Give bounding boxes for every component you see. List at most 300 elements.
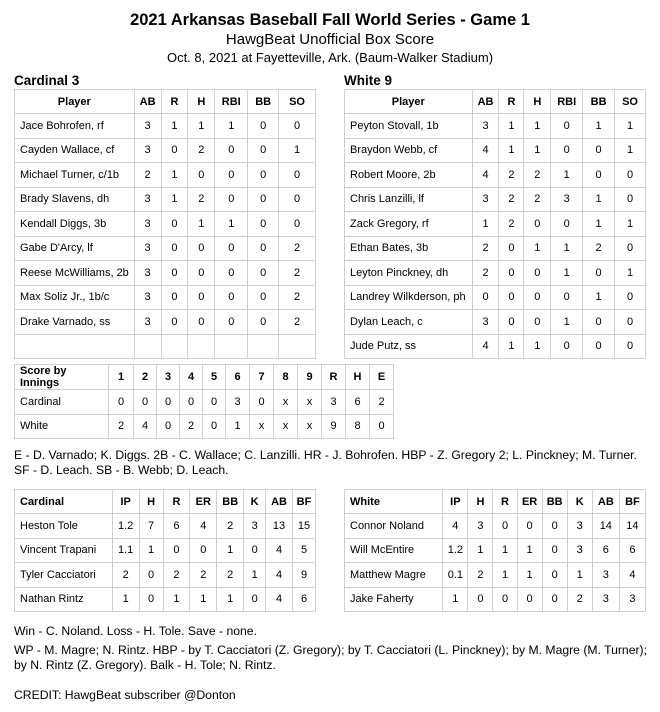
- stat-cell: 2: [472, 236, 499, 261]
- stat-cell: 1: [615, 114, 646, 139]
- stat-cell: 2: [109, 414, 134, 439]
- stat-cell: 13: [266, 514, 293, 539]
- stat-cell: 4: [472, 163, 499, 188]
- stat-cell: 0: [203, 390, 226, 415]
- stat-cell: 1: [551, 236, 583, 261]
- stat-cell: 3: [322, 390, 346, 415]
- row-label: Chris Lanzilli, lf: [345, 187, 473, 212]
- row-label: Leyton Pinckney, dh: [345, 261, 473, 286]
- stat-cell: 4: [443, 514, 468, 539]
- column-header: K: [567, 490, 592, 514]
- table-row: [15, 236, 316, 261]
- stat-cell: 1: [226, 414, 250, 439]
- column-header: BB: [217, 490, 244, 514]
- row-label: Will McEntire: [345, 538, 443, 563]
- column-header: SO: [615, 90, 646, 114]
- stat-cell: 0: [215, 310, 248, 335]
- column-header: RBI: [215, 90, 248, 114]
- stat-cell: 0: [215, 163, 248, 188]
- stat-cell: 0: [248, 236, 279, 261]
- stat-cell: 0: [248, 261, 279, 286]
- stat-cell: 0: [109, 390, 134, 415]
- column-header: 6: [226, 365, 250, 390]
- stat-cell: 0: [615, 236, 646, 261]
- stat-cell: 0: [468, 587, 493, 612]
- stat-cell: 1: [215, 114, 248, 139]
- column-header: Score by Innings: [15, 365, 109, 390]
- row-label: White: [15, 414, 109, 439]
- stat-cell: 9: [322, 414, 346, 439]
- table-row: [15, 587, 316, 612]
- stat-cell: x: [274, 390, 298, 415]
- column-header: BF: [293, 490, 316, 514]
- game-notes-line-1: E - D. Varnado; K. Diggs. 2B - C. Wallace; C. Lanzilli. HR - J. Bohrofen. HBP - Z. Gregory 2; L. Pinckney; M. Turner.: [14, 448, 637, 462]
- stat-cell: 0: [524, 285, 551, 310]
- stat-cell: [188, 334, 215, 359]
- credit-line: CREDIT: HawgBeat subscriber @Donton: [14, 688, 236, 702]
- stat-cell: 4: [472, 138, 499, 163]
- stat-cell: 0: [215, 236, 248, 261]
- stat-cell: 1: [583, 187, 615, 212]
- stat-cell: 6: [163, 514, 190, 539]
- row-label: Zack Gregory, rf: [345, 212, 473, 237]
- stat-cell: 0: [583, 138, 615, 163]
- stat-cell: 3: [134, 261, 161, 286]
- stat-cell: 1: [493, 563, 517, 588]
- stat-cell: 4: [190, 514, 217, 539]
- column-header: H: [468, 490, 493, 514]
- row-label: Michael Turner, c/1b: [15, 163, 135, 188]
- stat-cell: 2: [180, 414, 203, 439]
- stat-cell: 3: [134, 212, 161, 237]
- stat-cell: 2: [279, 310, 316, 335]
- table-row: [15, 538, 316, 563]
- stat-cell: 3: [472, 114, 499, 139]
- stat-cell: 1: [215, 212, 248, 237]
- column-header: RBI: [551, 90, 583, 114]
- table-row: [15, 163, 316, 188]
- page-title: 2021 Arkansas Baseball Fall World Series - Game 1: [130, 11, 530, 29]
- stat-cell: 2: [279, 285, 316, 310]
- stat-cell: 0: [551, 212, 583, 237]
- column-header: ER: [517, 490, 542, 514]
- stat-cell: 0.1: [443, 563, 468, 588]
- stat-cell: 0: [161, 212, 188, 237]
- column-header: 3: [157, 365, 180, 390]
- table-row: [345, 514, 646, 539]
- stat-cell: 1: [567, 563, 592, 588]
- stat-cell: 2: [499, 163, 524, 188]
- stat-cell: 0: [215, 187, 248, 212]
- stat-cell: 14: [619, 514, 645, 539]
- stat-cell: 2: [499, 187, 524, 212]
- stat-cell: 2: [279, 236, 316, 261]
- table-row: [345, 138, 646, 163]
- stat-cell: 0: [279, 212, 316, 237]
- stat-cell: 2: [112, 563, 139, 588]
- stat-cell: 1: [139, 538, 163, 563]
- row-label: Peyton Stovall, 1b: [345, 114, 473, 139]
- stat-cell: 0: [279, 187, 316, 212]
- stat-cell: 0: [215, 138, 248, 163]
- white-team-score: White 9: [344, 73, 393, 88]
- table-header-row: [15, 90, 316, 114]
- stat-cell: 1: [161, 114, 188, 139]
- stat-cell: 1: [112, 587, 139, 612]
- stat-cell: 1: [188, 114, 215, 139]
- column-header: BB: [583, 90, 615, 114]
- stat-cell: 0: [248, 138, 279, 163]
- stat-cell: [279, 334, 316, 359]
- stat-cell: 0: [551, 114, 583, 139]
- page-subtitle: HawgBeat Unofficial Box Score: [225, 31, 435, 48]
- stat-cell: 0: [551, 334, 583, 359]
- stat-cell: 0: [542, 563, 567, 588]
- row-label: [15, 334, 135, 359]
- stat-cell: 0: [583, 334, 615, 359]
- stat-cell: 0: [244, 538, 266, 563]
- column-header: 2: [134, 365, 157, 390]
- stat-cell: 1: [524, 138, 551, 163]
- stat-cell: 1: [499, 114, 524, 139]
- column-header: AB: [134, 90, 161, 114]
- stat-cell: 0: [215, 285, 248, 310]
- stat-cell: 1: [615, 212, 646, 237]
- cardinal-pitching-table: [14, 489, 316, 612]
- stat-cell: 4: [266, 563, 293, 588]
- stat-cell: 1.1: [112, 538, 139, 563]
- stat-cell: 0: [551, 285, 583, 310]
- row-label: Tyler Cacciatori: [15, 563, 113, 588]
- stat-cell: 4: [266, 538, 293, 563]
- stat-cell: 0: [524, 261, 551, 286]
- table-row: [15, 514, 316, 539]
- stat-cell: 1: [524, 334, 551, 359]
- stat-cell: 0: [499, 261, 524, 286]
- stat-cell: 2: [524, 163, 551, 188]
- stat-cell: 0: [215, 261, 248, 286]
- cardinal-team-score: Cardinal 3: [14, 73, 80, 88]
- row-label: Reese McWilliams, 2b: [15, 261, 135, 286]
- row-label: Braydon Webb, cf: [345, 138, 473, 163]
- column-header: K: [244, 490, 266, 514]
- row-label: Nathan Rintz: [15, 587, 113, 612]
- table-row: [15, 138, 316, 163]
- stat-cell: x: [298, 390, 322, 415]
- stat-cell: 0: [583, 163, 615, 188]
- table-row: [345, 212, 646, 237]
- stat-cell: 0: [190, 538, 217, 563]
- stat-cell: 0: [493, 514, 517, 539]
- stat-cell: 0: [248, 285, 279, 310]
- row-label: Jake Faherty: [345, 587, 443, 612]
- stat-cell: 0: [615, 334, 646, 359]
- stat-cell: 3: [551, 187, 583, 212]
- stat-cell: 2: [134, 163, 161, 188]
- row-label: Landrey Wilkderson, ph: [345, 285, 473, 310]
- table-row: [15, 114, 316, 139]
- column-header: H: [524, 90, 551, 114]
- row-label: Jace Bohrofen, rf: [15, 114, 135, 139]
- stat-cell: [134, 334, 161, 359]
- column-header: R: [493, 490, 517, 514]
- stat-cell: 2: [567, 587, 592, 612]
- column-header: 9: [298, 365, 322, 390]
- stat-cell: 0: [248, 187, 279, 212]
- stat-cell: 3: [134, 236, 161, 261]
- row-label: Cardinal: [15, 390, 109, 415]
- table-row: [345, 236, 646, 261]
- stat-cell: 0: [250, 390, 274, 415]
- stat-cell: 1: [217, 587, 244, 612]
- stat-cell: 3: [134, 310, 161, 335]
- stat-cell: 0: [615, 310, 646, 335]
- stat-cell: 1: [279, 138, 316, 163]
- table-row: [345, 163, 646, 188]
- stat-cell: 6: [293, 587, 316, 612]
- stat-cell: 0: [248, 212, 279, 237]
- stat-cell: 0: [248, 114, 279, 139]
- stat-cell: 0: [139, 563, 163, 588]
- stat-cell: 1: [244, 563, 266, 588]
- row-label: Jude Putz, ss: [345, 334, 473, 359]
- stat-cell: 3: [472, 187, 499, 212]
- column-header: ER: [190, 490, 217, 514]
- stat-cell: 2: [499, 212, 524, 237]
- stat-cell: x: [298, 414, 322, 439]
- table-header-row: [345, 90, 646, 114]
- stat-cell: 0: [161, 261, 188, 286]
- stat-cell: 0: [139, 587, 163, 612]
- stat-cell: 0: [542, 514, 567, 539]
- stat-cell: 1: [468, 538, 493, 563]
- table-row: [345, 261, 646, 286]
- stat-cell: 1: [615, 138, 646, 163]
- column-header: AB: [266, 490, 293, 514]
- stat-cell: 3: [592, 587, 619, 612]
- column-header: 5: [203, 365, 226, 390]
- stat-cell: [248, 334, 279, 359]
- linescore-table: [14, 364, 394, 439]
- row-label: Kendall Diggs, 3b: [15, 212, 135, 237]
- stat-cell: 0: [583, 261, 615, 286]
- table-row: [15, 261, 316, 286]
- column-header: BB: [248, 90, 279, 114]
- row-label: Matthew Magre: [345, 563, 443, 588]
- stat-cell: 0: [188, 285, 215, 310]
- table-row: [15, 285, 316, 310]
- row-label: Vincent Trapani: [15, 538, 113, 563]
- row-label: Ethan Bates, 3b: [345, 236, 473, 261]
- stat-cell: 0: [248, 310, 279, 335]
- stat-cell: 0: [542, 538, 567, 563]
- stat-cell: 2: [217, 563, 244, 588]
- stat-cell: 0: [499, 285, 524, 310]
- column-header: R: [163, 490, 190, 514]
- row-label: Robert Moore, 2b: [345, 163, 473, 188]
- row-label: Max Soliz Jr., 1b/c: [15, 285, 135, 310]
- stat-cell: 3: [134, 285, 161, 310]
- stat-cell: 0: [551, 138, 583, 163]
- stat-cell: 1: [472, 212, 499, 237]
- stat-cell: 1: [190, 587, 217, 612]
- stat-cell: 1: [551, 310, 583, 335]
- table-row: [15, 212, 316, 237]
- column-header: Cardinal: [15, 490, 113, 514]
- game-notes-line-2: SF - D. Leach. SB - B. Webb; D. Leach.: [14, 463, 229, 477]
- stat-cell: 3: [134, 114, 161, 139]
- column-header: White: [345, 490, 443, 514]
- table-row: [15, 310, 316, 335]
- stat-cell: 1: [524, 114, 551, 139]
- stat-cell: 0: [615, 285, 646, 310]
- stat-cell: 1.2: [112, 514, 139, 539]
- column-header: BB: [542, 490, 567, 514]
- column-header: SO: [279, 90, 316, 114]
- stat-cell: 2: [279, 261, 316, 286]
- row-label: Drake Varnado, ss: [15, 310, 135, 335]
- stat-cell: 1: [163, 587, 190, 612]
- stat-cell: 4: [266, 587, 293, 612]
- stat-cell: 1: [161, 163, 188, 188]
- stat-cell: 0: [134, 390, 157, 415]
- stat-cell: 1: [583, 212, 615, 237]
- stat-cell: 2: [583, 236, 615, 261]
- stat-cell: 2: [190, 563, 217, 588]
- row-label: Dylan Leach, c: [345, 310, 473, 335]
- stat-cell: 1: [188, 212, 215, 237]
- stat-cell: 1: [583, 285, 615, 310]
- column-header: H: [139, 490, 163, 514]
- stat-cell: 3: [567, 538, 592, 563]
- column-header: R: [499, 90, 524, 114]
- stat-cell: 0: [524, 212, 551, 237]
- cardinal-batting-table: [14, 89, 316, 359]
- stat-cell: [215, 334, 248, 359]
- table-header-row: [345, 490, 646, 514]
- column-header: BF: [619, 490, 645, 514]
- column-header: AB: [592, 490, 619, 514]
- column-header: R: [322, 365, 346, 390]
- stat-cell: 14: [592, 514, 619, 539]
- white-batting-table: [344, 89, 646, 359]
- stat-cell: 1: [161, 187, 188, 212]
- stat-cell: 2: [217, 514, 244, 539]
- stat-cell: 0: [370, 414, 394, 439]
- stat-cell: 0: [157, 414, 180, 439]
- stat-cell: 4: [619, 563, 645, 588]
- stat-cell: 0: [188, 261, 215, 286]
- stat-cell: 1: [551, 261, 583, 286]
- stat-cell: 3: [134, 138, 161, 163]
- stat-cell: 3: [134, 187, 161, 212]
- stat-cell: 6: [346, 390, 370, 415]
- stat-cell: 7: [139, 514, 163, 539]
- stat-cell: 0: [157, 390, 180, 415]
- table-header-row: [15, 490, 316, 514]
- column-header: 8: [274, 365, 298, 390]
- stat-cell: 0: [188, 163, 215, 188]
- table-header-row: [15, 365, 394, 390]
- stat-cell: 3: [592, 563, 619, 588]
- stat-cell: 0: [279, 163, 316, 188]
- column-header: Player: [15, 90, 135, 114]
- stat-cell: 3: [472, 310, 499, 335]
- stat-cell: 3: [468, 514, 493, 539]
- stat-cell: 1.2: [443, 538, 468, 563]
- stat-cell: 3: [244, 514, 266, 539]
- stat-cell: 0: [517, 514, 542, 539]
- table-row: [345, 310, 646, 335]
- table-row: [345, 563, 646, 588]
- stat-cell: 0: [493, 587, 517, 612]
- table-row: [345, 114, 646, 139]
- table-row: [15, 187, 316, 212]
- stat-cell: 0: [542, 587, 567, 612]
- table-row: [15, 563, 316, 588]
- column-header: 7: [250, 365, 274, 390]
- stat-cell: 1: [493, 538, 517, 563]
- stat-cell: 2: [524, 187, 551, 212]
- game-dateline: Oct. 8, 2021 at Fayetteville, Ark. (Baum-Walker Stadium): [166, 50, 494, 65]
- stat-cell: 2: [188, 187, 215, 212]
- stat-cell: 1: [499, 138, 524, 163]
- stat-cell: 1: [217, 538, 244, 563]
- stat-cell: 1: [583, 114, 615, 139]
- stat-cell: 0: [524, 310, 551, 335]
- table-row: [345, 187, 646, 212]
- stat-cell: 0: [161, 310, 188, 335]
- stat-cell: 0: [517, 587, 542, 612]
- stat-cell: 6: [592, 538, 619, 563]
- stat-cell: 2: [188, 138, 215, 163]
- row-label: Brady Slavens, dh: [15, 187, 135, 212]
- stat-cell: 0: [163, 538, 190, 563]
- pitching-decisions: Win - C. Noland. Loss - H. Tole. Save - none.: [14, 624, 257, 638]
- stat-cell: 1: [517, 563, 542, 588]
- stat-cell: 3: [567, 514, 592, 539]
- stat-cell: 0: [248, 163, 279, 188]
- table-row: [15, 414, 394, 439]
- stat-cell: 0: [499, 310, 524, 335]
- stat-cell: 0: [615, 187, 646, 212]
- row-label: Gabe D'Arcy, lf: [15, 236, 135, 261]
- stat-cell: 6: [619, 538, 645, 563]
- table-row: [345, 538, 646, 563]
- stat-cell: 2: [472, 261, 499, 286]
- column-header: 4: [180, 365, 203, 390]
- column-header: R: [161, 90, 188, 114]
- table-row: [345, 334, 646, 359]
- stat-cell: 9: [293, 563, 316, 588]
- stat-cell: [161, 334, 188, 359]
- stat-cell: 2: [468, 563, 493, 588]
- stat-cell: 0: [279, 114, 316, 139]
- stat-cell: 15: [293, 514, 316, 539]
- column-header: 1: [109, 365, 134, 390]
- stat-cell: 2: [370, 390, 394, 415]
- row-label: Cayden Wallace, cf: [15, 138, 135, 163]
- column-header: AB: [472, 90, 499, 114]
- stat-cell: 0: [615, 163, 646, 188]
- stat-cell: x: [274, 414, 298, 439]
- stat-cell: 0: [583, 310, 615, 335]
- stat-cell: 1: [517, 538, 542, 563]
- table-row: [345, 587, 646, 612]
- misc-notes-line-2: by N. Rintz (Z. Gregory). Balk - H. Tole; N. Rintz.: [14, 658, 276, 672]
- column-header: H: [346, 365, 370, 390]
- stat-cell: 0: [203, 414, 226, 439]
